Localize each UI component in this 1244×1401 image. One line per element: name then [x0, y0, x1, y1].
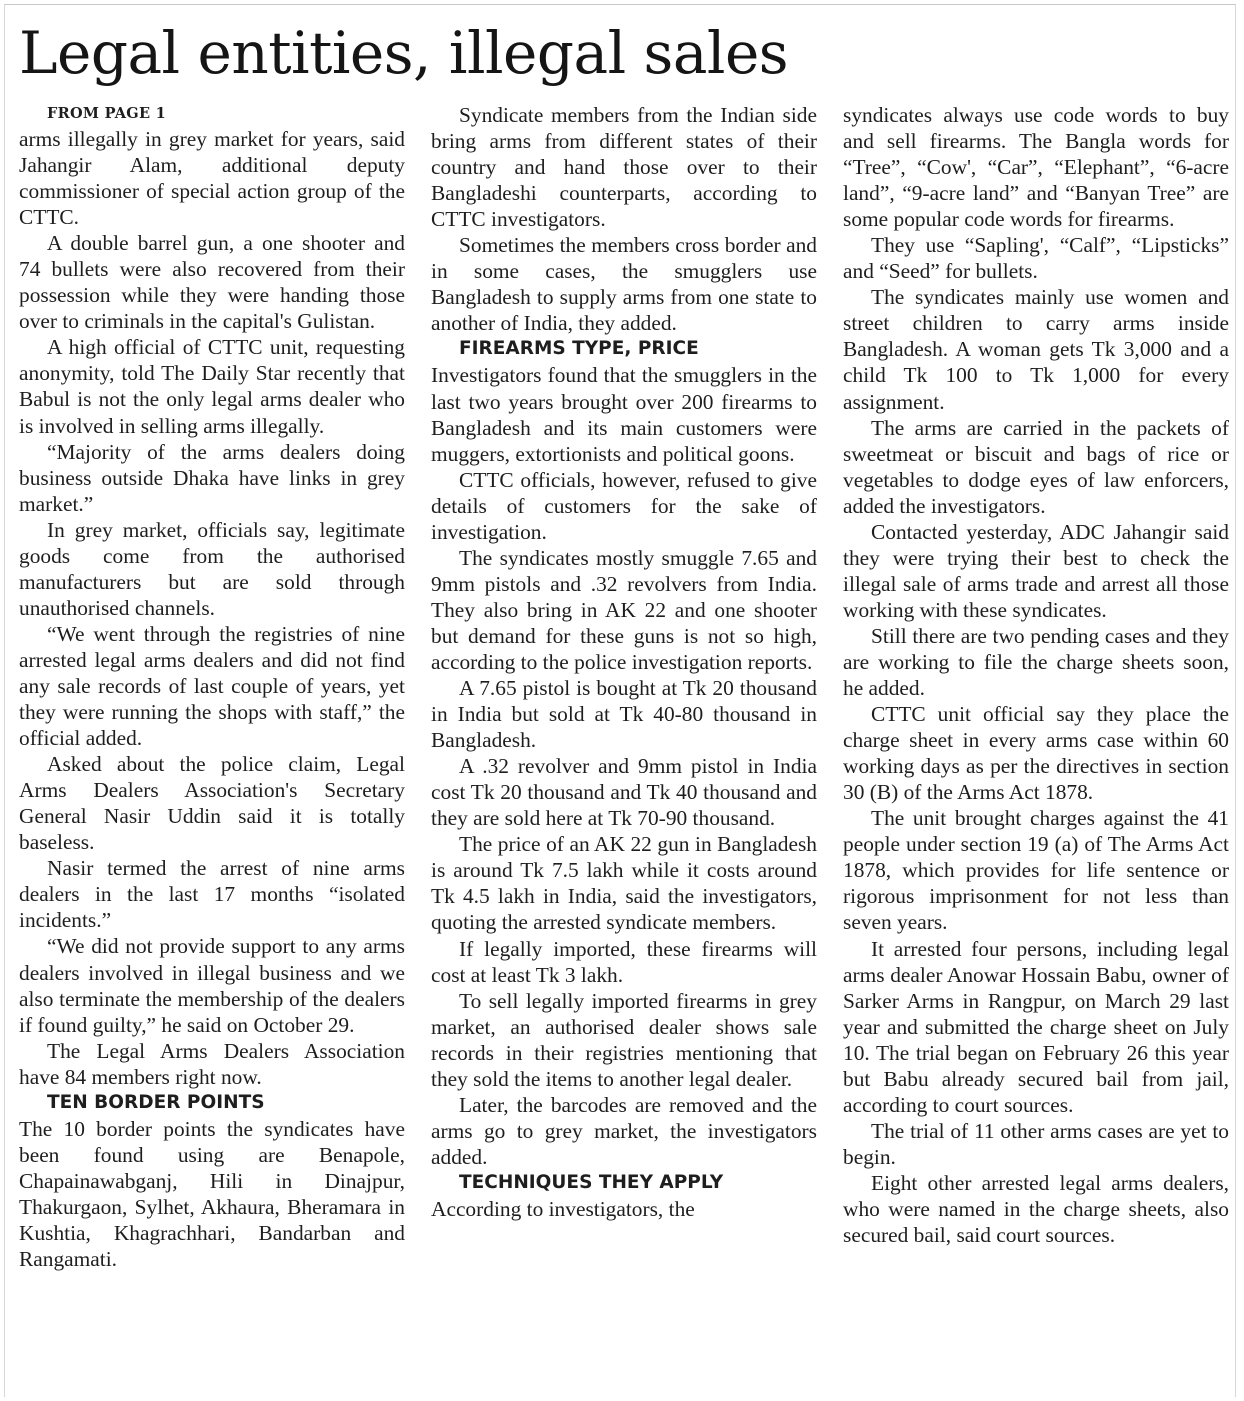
article-paragraph: A 7.65 pistol is bought at Tk 20 thousand in India but sold at Tk 40-80 thousand in Bangladesh. [431, 676, 817, 753]
article-paragraph: According to investigators, the [431, 1196, 695, 1221]
article-paragraph: A double barrel gun, a one shooter and 74 bullets were also recovered from their possession while they were handing those over to criminals in the capital's Gulistan. [19, 231, 405, 334]
article-paragraph: “We did not provide support to any arms dealers involved in illegal business and we also terminate the membership of the dealers if found guilty,” he said on October 29. [19, 934, 405, 1037]
newspaper-clipping [4, 4, 1236, 1397]
column-1 [19, 102, 405, 1392]
article-paragraph: arms illegally in grey market for years, said Jahangir Alam, additional deputy commissioner of special action group of the CTTC. [19, 127, 405, 230]
article-paragraph: Contacted yesterday, ADC Jahangir said they were trying their best to check the illegal sale of arms trade and arrest all those working with these syndicates. [843, 519, 1229, 622]
article-paragraph: The Legal Arms Dealers Association have 84 members right now. [19, 1038, 405, 1089]
article-paragraph: A .32 revolver and 9mm pistol in India cost Tk 20 thousand and Tk 40 thousand and they are sold here at Tk 70-90 thousand. [431, 754, 817, 831]
column-3 [843, 102, 1229, 1392]
article-paragraph: syndicates always use code words to buy and sell firearms. The Bangla words for “Tree”, “Cow', “Car”, “Elephant”, “6-acre land”, “9-acre land” and “Banyan Tree” are some popular code words for firearms. [843, 103, 1229, 232]
section-subhead: TECHNIQUES THEY APPLY [459, 1171, 724, 1193]
article-paragraph: The syndicates mostly smuggle 7.65 and 9mm pistols and .32 revolvers from India. They also bring in AK 22 and one shooter but demand for these guns is not so high, according to the police investigation reports. [431, 545, 817, 674]
article-paragraph: The 10 border points the syndicates have been found using are Benapole, Chapainawabganj, Hili in Dinajpur, Thakurgaon, Sylhet, Akhaura, Bheramara in Kushtia, Khagrachhari, Bandarban and Rangamati. [19, 1116, 405, 1272]
article-paragraph: Investigators found that the smugglers in the last two years brought over 200 firearms to Bangladesh and its main customers were muggers, extortionists and political goons. [431, 363, 817, 466]
article-paragraph: In grey market, officials say, legitimate goods come from the authorised manufacturers but are sold through unauthorised channels. [19, 517, 405, 620]
article-paragraph: CTTC officials, however, refused to give details of customers for the sake of investigation. [431, 467, 817, 544]
article-paragraph: The unit brought charges against the 41 people under section 19 (a) of The Arms Act 1878, which provides for life sentence or rigorous imprisonment for not less than seven years. [843, 806, 1229, 935]
article-paragraph: A high official of CTTC unit, requesting anonymity, told The Daily Star recently that Babul is not the only legal arms dealer who is involved in selling arms illegally. [19, 335, 405, 438]
article-paragraph: Eight other arrested legal arms dealers, who were named in the charge sheets, also secured bail, said court sources. [843, 1170, 1229, 1248]
article-paragraph: To sell legally imported firearms in grey market, an authorised dealer shows sale records in their registries mentioning that they sold the items to another legal dealer. [431, 988, 817, 1091]
column-2 [431, 102, 817, 1392]
article-paragraph: The price of an AK 22 gun in Bangladesh is around Tk 7.5 lakh while it costs around Tk 4.5 lakh in India, said the investigators, quoting the arrested syndicate members. [431, 832, 817, 935]
article-paragraph: Still there are two pending cases and they are working to file the charge sheets soon, he added. [843, 623, 1229, 701]
article-paragraph: Syndicate members from the Indian side bring arms from different states of their country and hand those over to their Bangladeshi counterparts, according to CTTC investigators. [431, 103, 817, 232]
article-paragraph: Later, the barcodes are removed and the arms go to grey market, the investigators added. [431, 1092, 817, 1169]
article-paragraph: The trial of 11 other arms cases are yet to begin. [843, 1118, 1229, 1169]
article-paragraph: If legally imported, these firearms will cost at least Tk 3 lakh. [431, 936, 817, 987]
continuation-kicker: FROM PAGE 1 [47, 105, 167, 122]
article-paragraph: CTTC unit official say they place the charge sheet in every arms case within 60 working days as per the directives in section 30 (B) of the Arms Act 1878. [843, 702, 1229, 805]
article-paragraph: The syndicates mainly use women and street children to carry arms inside Bangladesh. A woman gets Tk 3,000 and a child Tk 100 to Tk 1,000 for every assignment. [843, 285, 1229, 414]
article-paragraph: Asked about the police claim, Legal Arms Dealers Association's Secretary General Nasir Uddin said it is totally baseless. [19, 752, 405, 855]
article-paragraph: They use “Sapling', “Calf”, “Lipsticks” and “Seed” for bullets. [843, 233, 1229, 284]
article-paragraph: It arrested four persons, including legal arms dealer Anowar Hossain Babu, owner of Sarker Arms in Rangpur, on March 29 last year and submitted the charge sheet on July 10. The trial began on February 26 this year but Babu already secured bail from jail, according to court sources. [843, 936, 1229, 1117]
article-paragraph: “We went through the registries of nine arrested legal arms dealers and did not find any sale records of last couple of years, yet they were running the shops with staff,” the official added. [19, 621, 405, 751]
section-subhead: FIREARMS TYPE, PRICE [459, 338, 699, 360]
article-paragraph: Nasir termed the arrest of nine arms dealers in the last 17 months “isolated incidents.” [19, 856, 405, 933]
article-paragraph: Sometimes the members cross border and in some cases, the smugglers use Bangladesh to supply arms from one state to another of India, they added. [431, 233, 817, 336]
article-paragraph: “Majority of the arms dealers doing business outside Dhaka have links in grey market.” [19, 439, 405, 516]
headline: Legal entities, illegal sales [19, 19, 789, 87]
section-subhead: TEN BORDER POINTS [47, 1091, 265, 1113]
article-paragraph: The arms are carried in the packets of sweetmeat or biscuit and bags of rice or vegetables to dodge eyes of law enforcers, added the investigators. [843, 415, 1229, 518]
